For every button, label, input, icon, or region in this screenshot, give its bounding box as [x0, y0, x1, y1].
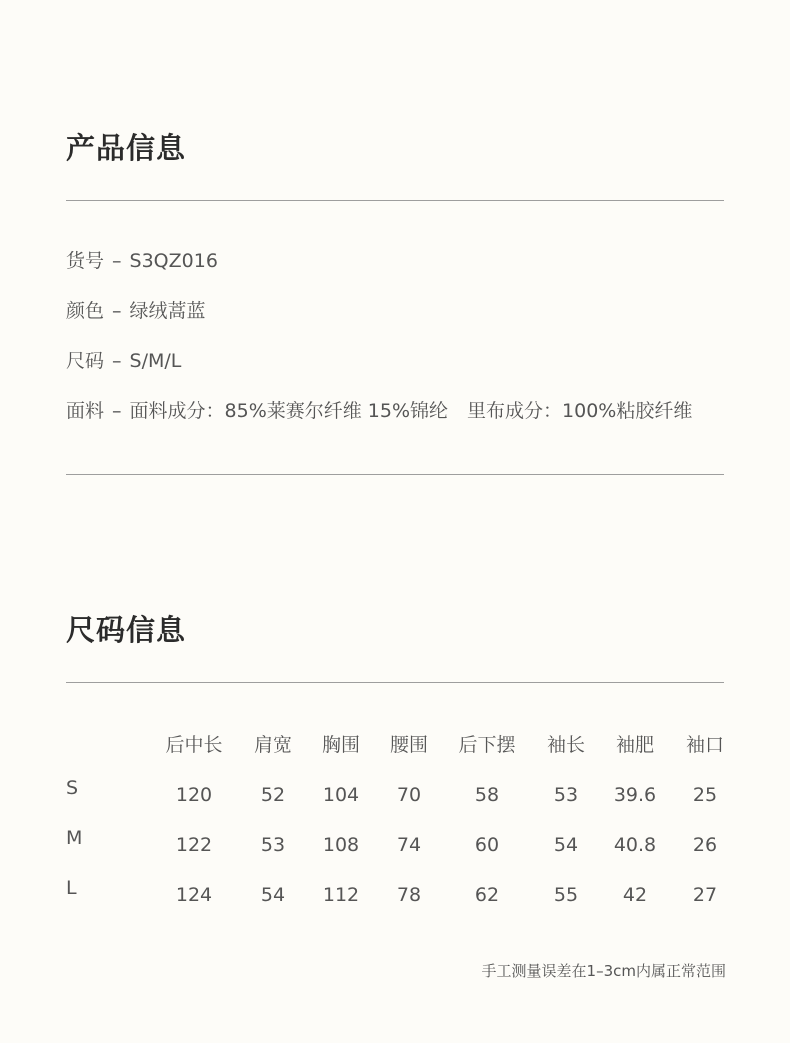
size-table-cell: 104 — [322, 784, 360, 806]
info-value: 面料成分：85%莱赛尔纤维 15%锦纶 里布成分：100%粘胶纤维 — [129, 400, 693, 422]
size-table-cell: 124 — [175, 884, 213, 906]
size-table-row-label: S — [66, 777, 79, 799]
size-table-cell: 27 — [692, 884, 718, 906]
size-table-row-label: L — [66, 877, 77, 899]
size-table-header: 袖口 — [685, 734, 725, 756]
size-table-header: 腰围 — [389, 734, 429, 756]
size-table-cell: 60 — [474, 834, 500, 856]
size-table-cell: 39.6 — [613, 784, 657, 806]
info-label: 尺码 — [66, 350, 105, 372]
size-table-cell: 54 — [553, 834, 579, 856]
size-table-cell: 25 — [692, 784, 718, 806]
size-table-header: 胸围 — [321, 734, 361, 756]
size-table-cell: 122 — [175, 834, 213, 856]
size-table-cell: 74 — [396, 834, 422, 856]
info-separator: – — [112, 250, 122, 272]
size-table-cell: 78 — [396, 884, 422, 906]
size-table-cell: 70 — [396, 784, 422, 806]
info-separator: – — [112, 400, 122, 422]
info-value: S/M/L — [129, 350, 182, 372]
info-label: 面料 — [66, 400, 105, 422]
size-table-cell: 53 — [553, 784, 579, 806]
size-table-header: 后下摆 — [458, 734, 516, 756]
size-table-cell: 42 — [622, 884, 648, 906]
measurement-note: 手工测量误差在1–3cm内属正常范围 — [481, 962, 726, 980]
size-table-cell: 53 — [260, 834, 286, 856]
size-table-row-label: M — [66, 827, 83, 849]
size-table-header: 后中长 — [165, 734, 223, 756]
size-info-title: 尺码信息 — [66, 613, 187, 647]
product-info-title: 产品信息 — [66, 131, 187, 165]
size-table-cell: 52 — [260, 784, 286, 806]
info-label: 货号 — [66, 250, 105, 272]
size-table-cell: 40.8 — [613, 834, 657, 856]
size-table-header: 肩宽 — [253, 734, 293, 756]
info-value: S3QZ016 — [129, 250, 218, 272]
size-table-header: 袖肥 — [615, 734, 655, 756]
size-table-cell: 112 — [322, 884, 360, 906]
size-table-header: 袖长 — [546, 734, 586, 756]
size-table-cell: 55 — [553, 884, 579, 906]
info-separator: – — [112, 300, 122, 322]
size-table-cell: 58 — [474, 784, 500, 806]
size-table-cell: 120 — [175, 784, 213, 806]
size-table-cell: 108 — [322, 834, 360, 856]
info-separator: – — [112, 350, 122, 372]
info-label: 颜色 — [66, 300, 105, 322]
size-table-cell: 62 — [474, 884, 500, 906]
size-table-cell: 26 — [692, 834, 718, 856]
size-table-cell: 54 — [260, 884, 286, 906]
info-value: 绿绒蒿蓝 — [129, 300, 206, 322]
